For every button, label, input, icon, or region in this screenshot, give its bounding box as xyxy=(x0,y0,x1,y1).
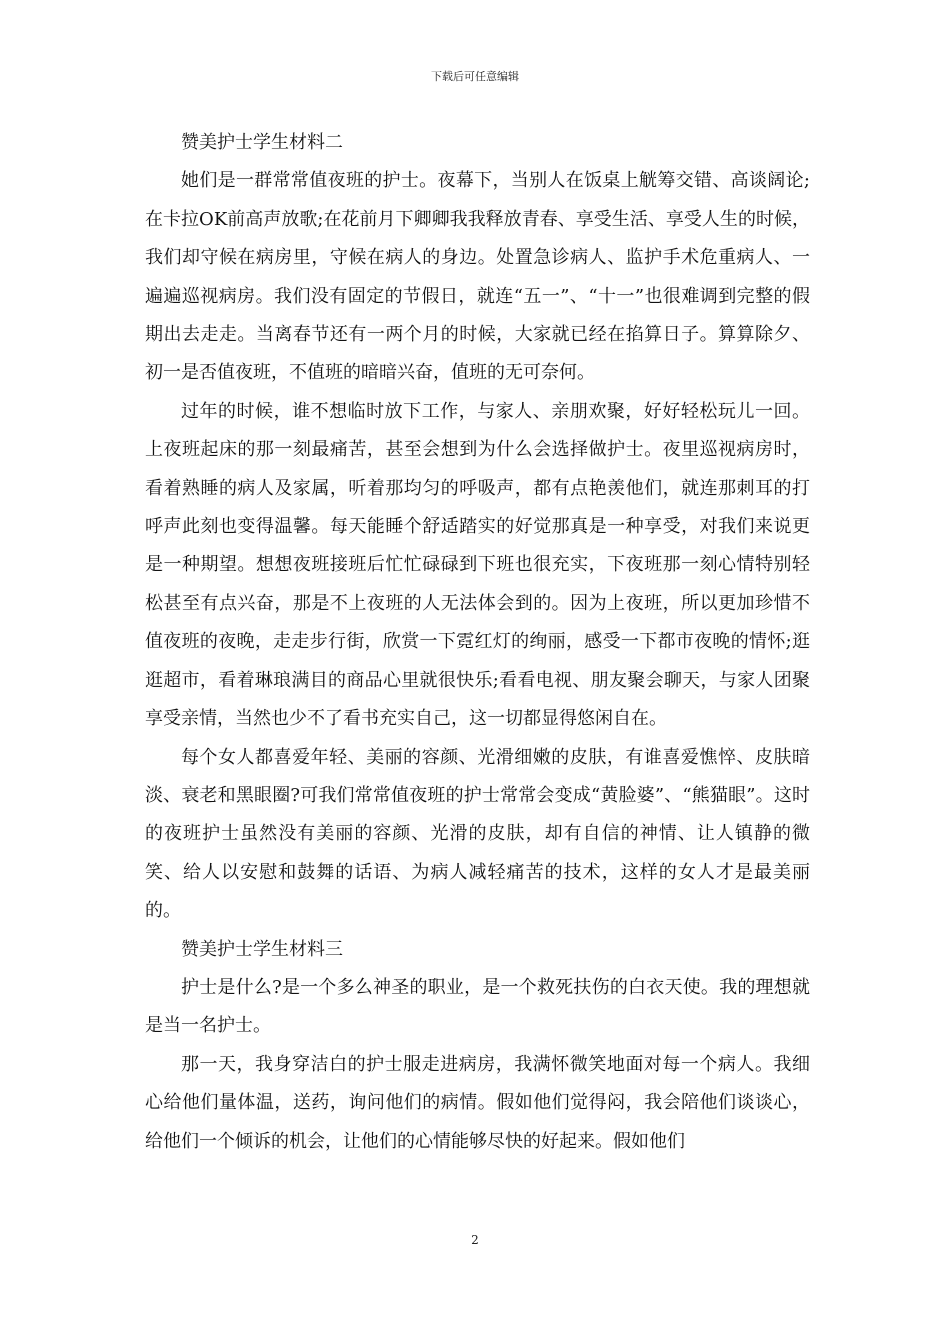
page-number: 2 xyxy=(471,1233,479,1247)
page-header: 下载后可任意编辑 xyxy=(431,70,519,83)
document-body xyxy=(145,124,810,1161)
section-heading: 赞美护士学生材料三 xyxy=(181,938,343,960)
body-paragraph: 过年的时候，谁不想临时放下工作，与家人、亲朋欢聚，好好轻松玩儿一回。上夜班起床的那一刻最痛苦，甚至会想到为什么会选择做护士。夜里巡视病房时，看着熟睡的病人及家属，听着那均匀的呼吸声，都有点艳羡他们，就连那刺耳的打呼声此刻也变得温馨。每天能睡个舒适踏实的好觉那真是一种享受，对我们来说更是一种期望。想想夜班接班后忙忙碌碌到下班也很充实，下夜班那一刻心情特别轻松甚至有点兴奋，那是不上夜班的人无法体会到的。因为上夜班，所以更加珍惜不值夜班的夜晚，走走步行街，欣赏一下霓红灯的绚丽，感受一下都市夜晚的情怀;逛逛超市，看着琳琅满目的商品心里就很快乐;看看电视、朋友聚会聊天，与家人团聚享受亲情，当然也少不了看书充实自己，这一切都显得悠闲自在。 xyxy=(145,400,810,730)
body-paragraph: 她们是一群常常值夜班的护士。夜幕下，当别人在饭桌上觥筹交错、高谈阔论;在卡拉OK前高声放歌;在花前月下卿卿我我释放青春、享受生活、享受人生的时候，我们却守候在病房里，守候在病人的身边。处置急诊病人、监护手术危重病人、一遍遍巡视病房。我们没有固定的节假日，就连“五一”、“十一”也很难调到完整的假期出去走走。当离春节还有一两个月的时候，大家就已经在掐算日子。算算除夕、初一是否值夜班，不值班的暗暗兴奋，值班的无可奈何。 xyxy=(145,170,810,384)
body-paragraph: 每个女人都喜爱年轻、美丽的容颜、光滑细嫩的皮肤，有谁喜爱憔悴、皮肤暗淡、衰老和黑眼圈?可我们常常值夜班的护士常常会变成“黄脸婆”、“熊猫眼”。这时的夜班护士虽然没有美丽的容颜、光滑的皮肤，却有自信的神情、让人镇静的微笑、给人以安慰和鼓舞的话语、为病人减轻痛苦的技术，这样的女人才是最美丽的。 xyxy=(145,746,810,922)
section-heading: 赞美护士学生材料二 xyxy=(181,132,343,153)
body-paragraph: 护士是什么?是一个多么神圣的职业，是一个救死扶伤的白衣天使。我的理想就是当一名护士。 xyxy=(145,976,810,1037)
body-paragraph: 那一天，我身穿洁白的护士服走进病房，我满怀微笑地面对每一个病人。我细心给他们量体温，送药，询问他们的病情。假如他们觉得闷，我会陪他们谈谈心，给他们一个倾诉的机会，让他们的心情能够尽快的好起来。假如他们 xyxy=(145,1053,810,1152)
